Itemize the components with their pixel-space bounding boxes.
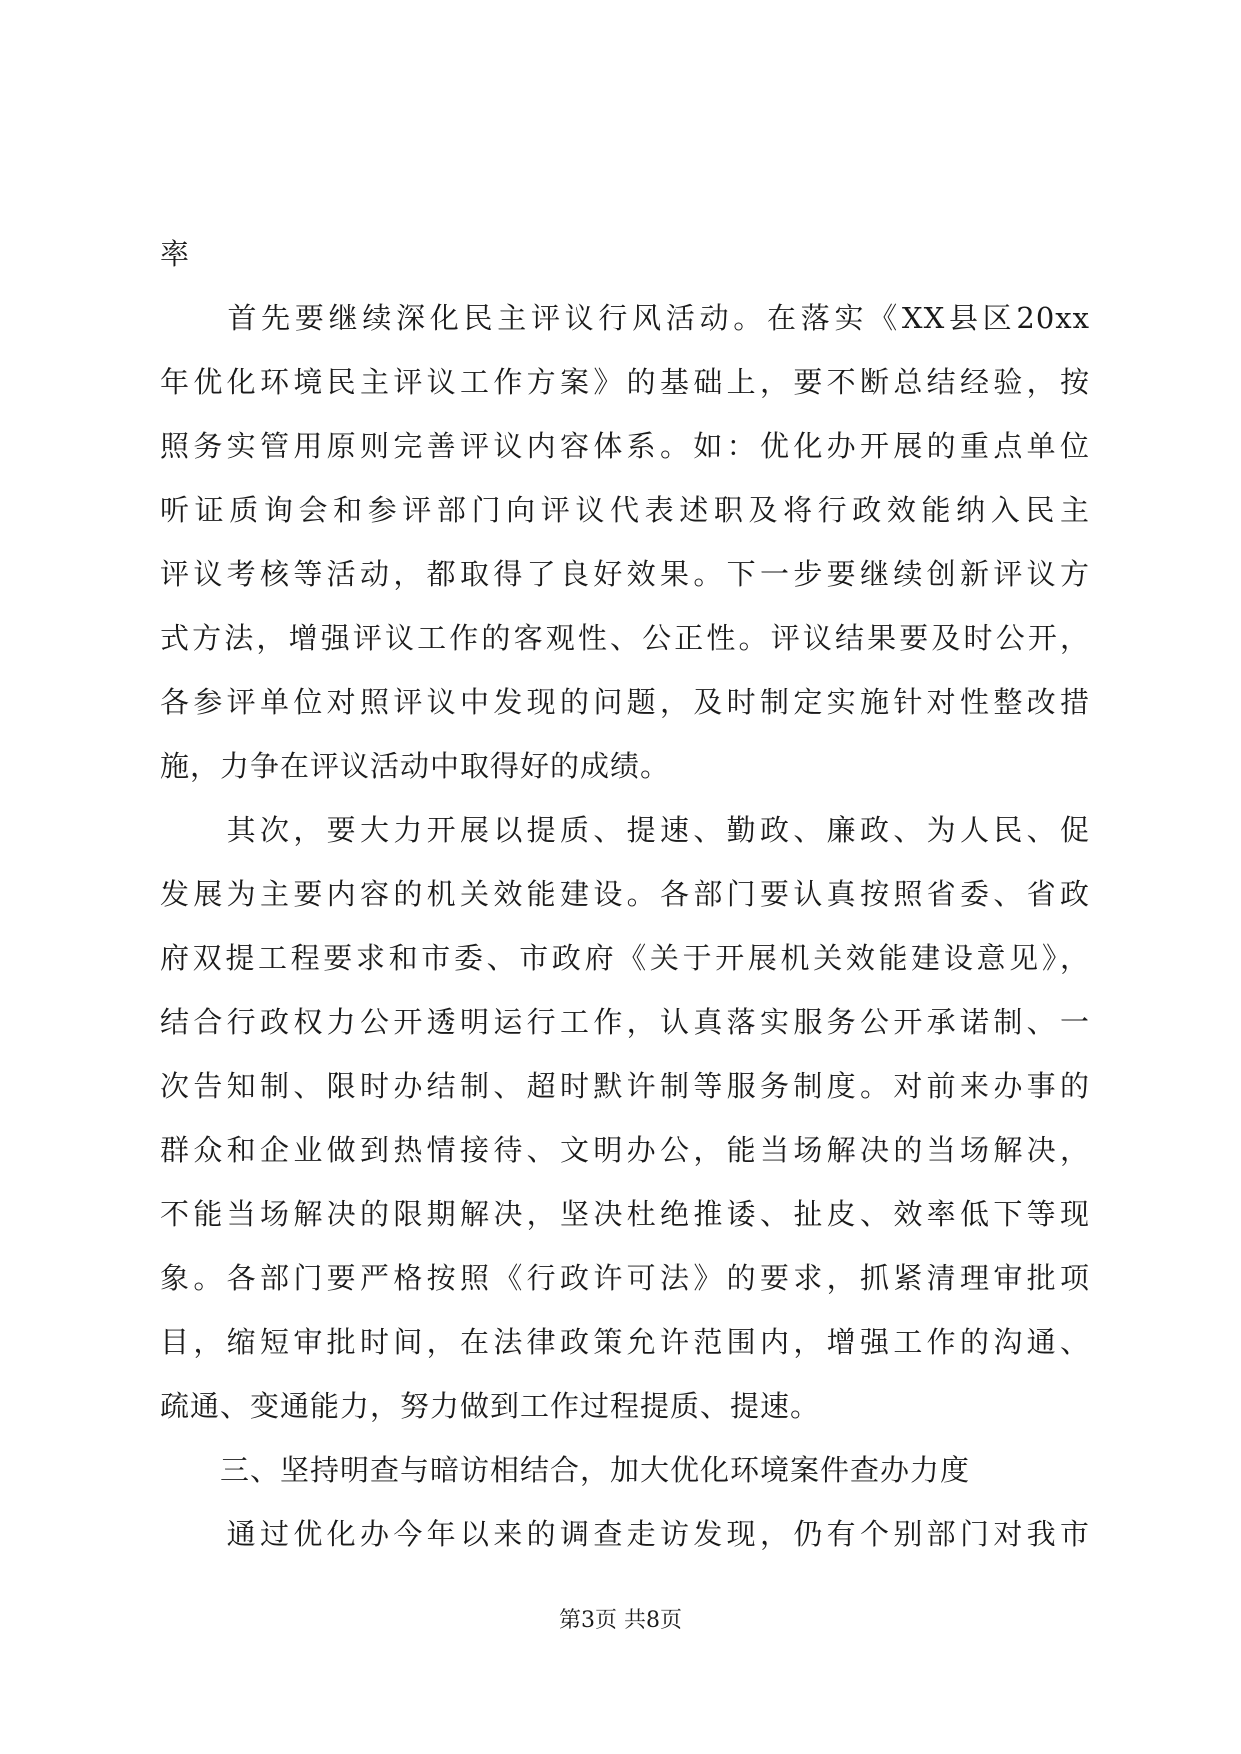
text-line: 施，力争在评议活动中取得好的成绩。 <box>160 749 671 783</box>
text-line: 评议考核等活动，都取得了良好效果。下一步要继续创新评议方 <box>160 557 1090 591</box>
text-line: 疏通、变通能力，努力做到工作过程提质、提速。 <box>160 1389 821 1423</box>
text-line: 式方法，增强评议工作的客观性、公正性。评议结果要及时公开， <box>160 621 1090 655</box>
text-line: 次告知制、限时办结制、超时默许制等服务制度。对前来办事的 <box>160 1069 1090 1103</box>
section-heading: 三、坚持明查与暗访相结合，加大优化环境案件查办力度 <box>160 1453 971 1487</box>
text-line: 首先要继续深化民主评议行风活动。在落实《XX县区20xx <box>160 301 1090 335</box>
text-line: 率 <box>160 237 191 271</box>
text-line: 听证质询会和参评部门向评议代表述职及将行政效能纳入民主 <box>160 493 1090 527</box>
text-line: 结合行政权力公开透明运行工作，认真落实服务公开承诺制、一 <box>160 1005 1090 1039</box>
page-number-footer: 第3页 共8页 <box>559 1608 682 1633</box>
body-text <box>160 222 1090 1566</box>
text-line: 发展为主要内容的机关效能建设。各部门要认真按照省委、省政 <box>160 877 1090 911</box>
text-line: 年优化环境民主评议工作方案》的基础上，要不断总结经验，按 <box>160 365 1090 399</box>
text-line: 通过优化办今年以来的调查走访发现，仍有个别部门对我市 <box>160 1517 1090 1551</box>
text-line: 象。各部门要严格按照《行政许可法》的要求，抓紧清理审批项 <box>160 1261 1090 1295</box>
text-line: 各参评单位对照评议中发现的问题，及时制定实施针对性整改措 <box>160 685 1090 719</box>
text-line: 目，缩短审批时间，在法律政策允许范围内，增强工作的沟通、 <box>160 1325 1090 1359</box>
text-line: 群众和企业做到热情接待、文明办公，能当场解决的当场解决， <box>160 1133 1090 1167</box>
text-line: 不能当场解决的限期解决，坚决杜绝推诿、扯皮、效率低下等现 <box>160 1197 1090 1231</box>
text-line: 其次，要大力开展以提质、提速、勤政、廉政、为人民、促 <box>160 813 1090 847</box>
text-line: 照务实管用原则完善评议内容体系。如：优化办开展的重点单位 <box>160 429 1090 463</box>
text-line: 府双提工程要求和市委、市政府《关于开展机关效能建设意见》， <box>160 941 1090 975</box>
